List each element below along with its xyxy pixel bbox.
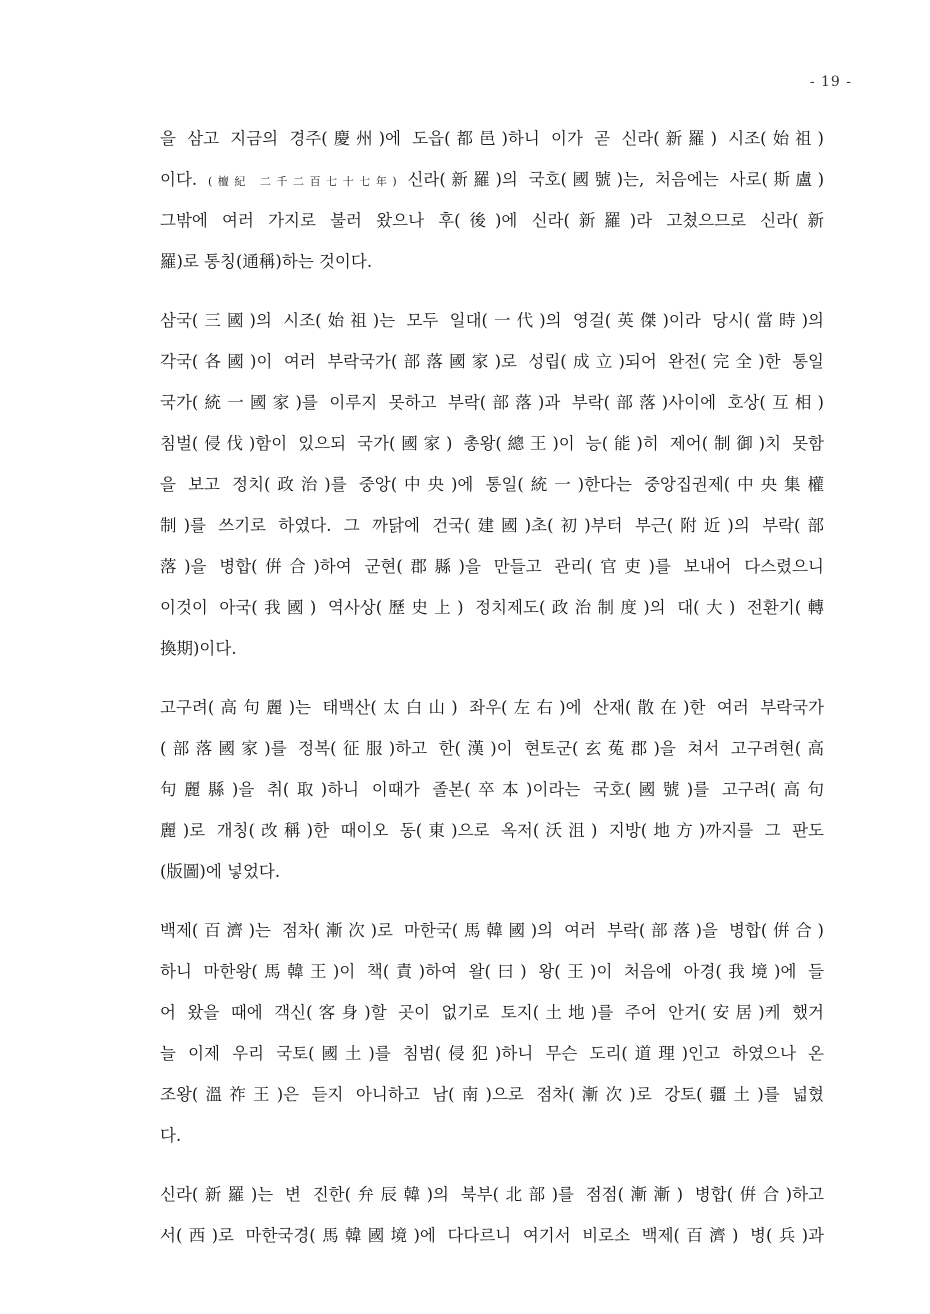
text-line: 그밖에 여러 가지로 불러 왔으나 후(後)에 신라(新羅)라 고쳤으므로 신라(新 [160, 211, 824, 230]
text-line: 국가(統一國家)를 이루지 못하고 부락(部落)과 부락(部落)사이에 호상(互相) [160, 393, 824, 412]
text-line: 고구려(高句麗)는 태백산(太白山) 좌우(左右)에 산재(散在)한 여러 부락국가 [160, 698, 824, 717]
text-line: 삼국(三國)의 시조(始祖)는 모두 일대(一代)의 영걸(英傑)이라 당시(當時)의 [160, 311, 824, 330]
text-line: 침벌(侵伐)함이 있으되 국가(國家) 총왕(總王)이 능(能)히 제어(制御)치 못함 [160, 434, 824, 453]
paragraph-silla-founding [160, 118, 824, 282]
line-rest: 신라(新羅)의 국호(國號)는, 처음에는 사로(斯盧) [407, 170, 824, 189]
text-line: 다. [160, 1126, 182, 1145]
text-line: 어 왔을 때에 객신(客身)할 곳이 없기로 토지(土地)를 주어 안거(安居)케 했거 [160, 1003, 824, 1022]
text-line: 落)을 병합(倂合)하여 군현(郡縣)을 만들고 관리(官吏)를 보내어 다스렸으니 [160, 557, 824, 576]
document-body [160, 118, 824, 1274]
text-line: 조왕(溫祚王)은 듣지 아니하고 남(南)으로 점차(漸次)로 강토(疆土)를 넓혔 [160, 1085, 824, 1104]
dating-note: (檀紀 二千二百七十七年) [207, 175, 397, 188]
text-line: 換期)이다. [160, 639, 237, 658]
text-line [160, 159, 824, 200]
text-line: 각국(各國)이 여러 부락국가(部落國家)로 성립(成立)되어 완전(完全)한 통일 [160, 352, 824, 371]
text-line: 백제(百濟)는 점차(漸次)로 마한국(馬韓國)의 여러 부락(部落)을 병합(倂合) [160, 921, 824, 940]
paragraph-silla-expansion [160, 1174, 824, 1256]
text-line: 서(西)로 마한국경(馬韓國境)에 다다르니 여기서 비로소 백제(百濟) 병(兵)과 [160, 1226, 824, 1245]
line-prefix: 이다. [160, 170, 198, 189]
text-line: 늘 이제 우리 국토(國土)를 침범(侵犯)하니 무슨 도리(道理)인고 하였으나 온 [160, 1044, 824, 1063]
text-line: (版圖)에 넣었다. [160, 862, 281, 881]
text-line: 을 보고 정치(政治)를 중앙(中央)에 통일(統一)한다는 중앙집권제(中央集權 [160, 475, 824, 494]
text-line: 羅)로 통칭(通稱)하는 것이다. [160, 252, 373, 271]
text-line: 이것이 아국(我國) 역사상(歷史上) 정치제도(政治制度)의 대(大) 전환기(轉 [160, 598, 824, 617]
text-line: 을 삼고 지금의 경주(慶州)에 도읍(都邑)하니 이가 곧 신라(新羅) 시조(始祖) [160, 129, 824, 148]
text-line: 하니 마한왕(馬韓王)이 책(責)하여 왈(曰) 왕(王)이 처음에 아경(我境)에 들 [160, 962, 824, 981]
paragraph-three-kingdoms [160, 300, 824, 669]
text-line: 신라(新羅)는 변 진한(弁辰韓)의 북부(北部)를 점점(漸漸) 병합(倂合)하고 [160, 1185, 824, 1204]
text-line: (部落國家)를 정복(征服)하고 한(漢)이 현토군(玄菟郡)을 쳐서 고구려현(高 [160, 739, 824, 758]
paragraph-goguryeo [160, 687, 824, 892]
page-number: - 19 - [809, 74, 852, 90]
text-line: 制)를 쓰기로 하였다. 그 까닭에 건국(建國)초(初)부터 부근(附近)의 부락(部 [160, 516, 824, 535]
paragraph-baekje [160, 910, 824, 1156]
text-line: 麗)로 개칭(改稱)한 때이오 동(東)으로 옥저(沃沮) 지방(地方)까지를 그 판도 [160, 821, 824, 840]
text-line: 句麗縣)을 취(取)하니 이때가 졸본(卒本)이라는 국호(國號)를 고구려(高句 [160, 780, 824, 799]
